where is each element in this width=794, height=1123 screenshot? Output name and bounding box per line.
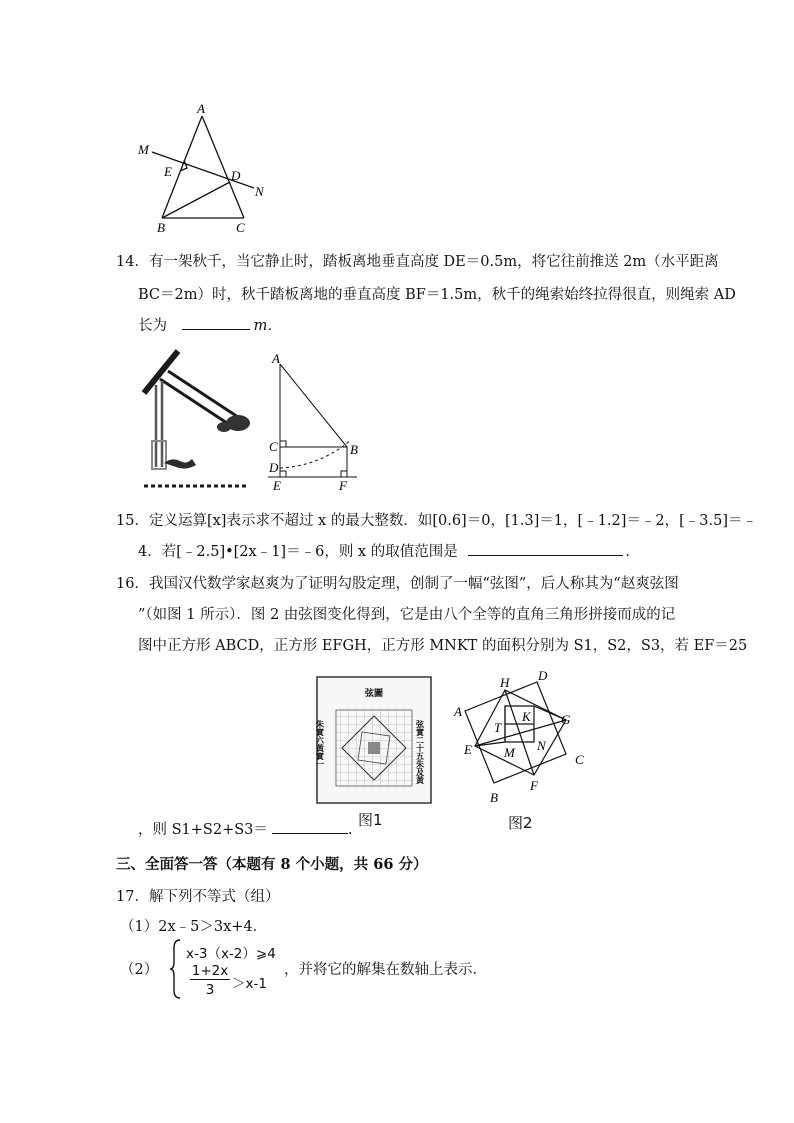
fig13-label-b: B	[157, 220, 165, 235]
fig2-label-m: M	[504, 745, 515, 760]
q16-text-4-post: .	[347, 822, 353, 838]
q16-line-3: 图中正方形 ABCD，正方形 EFGH，正方形 MNKT 的面积分别为 S1，S2，S3，若 EF＝25	[138, 638, 748, 654]
q14-answer-blank[interactable]	[182, 315, 250, 330]
fig2-caption: 图2	[508, 814, 533, 832]
swing-label-a: A	[272, 351, 280, 366]
q15-answer-blank[interactable]	[468, 541, 623, 556]
section-3-title: 三、全面答一答（本题有 8 个小题，共 66 分）	[116, 856, 428, 873]
fig1-title: 弦圖	[364, 688, 384, 698]
swing-photo	[138, 345, 266, 493]
chord-diagram-fig2	[452, 666, 592, 808]
q17-frac-denominator: 3	[205, 982, 215, 998]
fig2-label-n: N	[537, 738, 546, 753]
fig2-label-k: K	[522, 709, 531, 724]
q17-part-2-label: （2）	[120, 962, 159, 978]
q14-line-2: BC＝2m）时，秋千踏板离地的垂直高度 BF＝1.5m，秋千的绳索始终拉得很直，则绳索 AD	[138, 287, 736, 303]
q16-line-4	[138, 818, 353, 839]
q17-part-2-tail: ，并将它的解集在数轴上表示．	[284, 962, 487, 978]
q14-text-3-post: m．	[253, 318, 282, 334]
q17-ineq-1: x-3（x-2）⩾4	[186, 946, 276, 962]
fig2-label-f: F	[530, 778, 538, 793]
fig2-label-a: A	[454, 704, 462, 719]
q16-line-2: ”（如图 1 所示）．图 2 由弦图变化得到，它是由八个全等的直角三角形拼接而成的记	[138, 607, 676, 623]
q14-text-1: 有一架秋千，当它静止时，踏板离地垂直高度 DE＝0.5m，将它往前推送 2m（水平距离	[148, 254, 719, 270]
fig13-label-n: N	[255, 184, 264, 199]
swing-diagram	[265, 350, 365, 495]
fig13-label-e: E	[164, 164, 172, 179]
chord-diagram-fig1	[316, 676, 432, 804]
swing-label-b: B	[350, 442, 358, 457]
q16-text-1: 我国汉代数学家赵爽为了证明勾股定理，创制了一幅“弦图”，后人称其为“赵爽弦图	[148, 576, 679, 592]
fig2-label-e: E	[464, 742, 472, 757]
fig13-label-c: C	[236, 220, 245, 235]
system-brace	[170, 938, 182, 1000]
fig2-label-b: B	[490, 790, 498, 805]
fig2-label-d: D	[538, 668, 548, 683]
q16-answer-blank[interactable]	[272, 819, 348, 834]
q15-text-2-pre: 4．若[﹣2.5]•[2x﹣1]＝﹣6，则 x 的取值范围是	[138, 544, 458, 560]
fig2-label-g: G	[561, 712, 571, 727]
q14-line-1	[116, 250, 719, 271]
fig1-left-text: 朱實六黃實一	[316, 720, 325, 768]
q14-line-3	[138, 314, 282, 335]
fig1-caption: 图1	[358, 811, 383, 829]
q15-line-2	[138, 540, 640, 561]
fig2-label-c: C	[575, 752, 584, 767]
q15-number: 15．	[116, 513, 149, 529]
q16-line-1	[116, 572, 679, 593]
swing-label-d: D	[269, 460, 279, 475]
q16-number: 16．	[116, 576, 149, 592]
q17-title: 解下列不等式（组）	[148, 889, 280, 905]
swing-label-e: E	[273, 478, 281, 493]
fig13-label-m: M	[138, 142, 149, 157]
fig2-label-h: H	[500, 675, 510, 690]
q17-part-1: （1）2x﹣5＞3x+4．	[120, 919, 268, 935]
swing-label-f: F	[339, 478, 347, 493]
fig13-label-a: A	[197, 101, 205, 116]
fig1-right-text: 弦實二十五朱及黃	[415, 720, 425, 784]
q15-text-2-post: ．	[625, 544, 640, 560]
q15-text-1: 定义运算[x]表示求不超过 x 的最大整数．如[0.6]＝0，[1.3]＝1，[﹣1.2]＝﹣2，[﹣3.5]＝﹣	[148, 513, 758, 529]
fig13-label-d: D	[231, 168, 241, 183]
fig2-label-t: T	[494, 720, 502, 735]
q14-text-3-pre: 长为	[138, 318, 167, 334]
q15-line-1	[116, 509, 757, 530]
swing-label-c: C	[269, 439, 278, 454]
q16-text-4-pre: ，则 S1+S2+S3＝	[138, 822, 268, 838]
q17-number: 17．	[116, 889, 149, 905]
figure-13	[130, 98, 280, 238]
q17-frac-numerator: 1+2x	[191, 963, 229, 979]
q17-title-line	[116, 885, 279, 906]
q14-number: 14．	[116, 254, 149, 270]
q17-ineq-2-rhs: ＞x-1	[232, 976, 267, 992]
